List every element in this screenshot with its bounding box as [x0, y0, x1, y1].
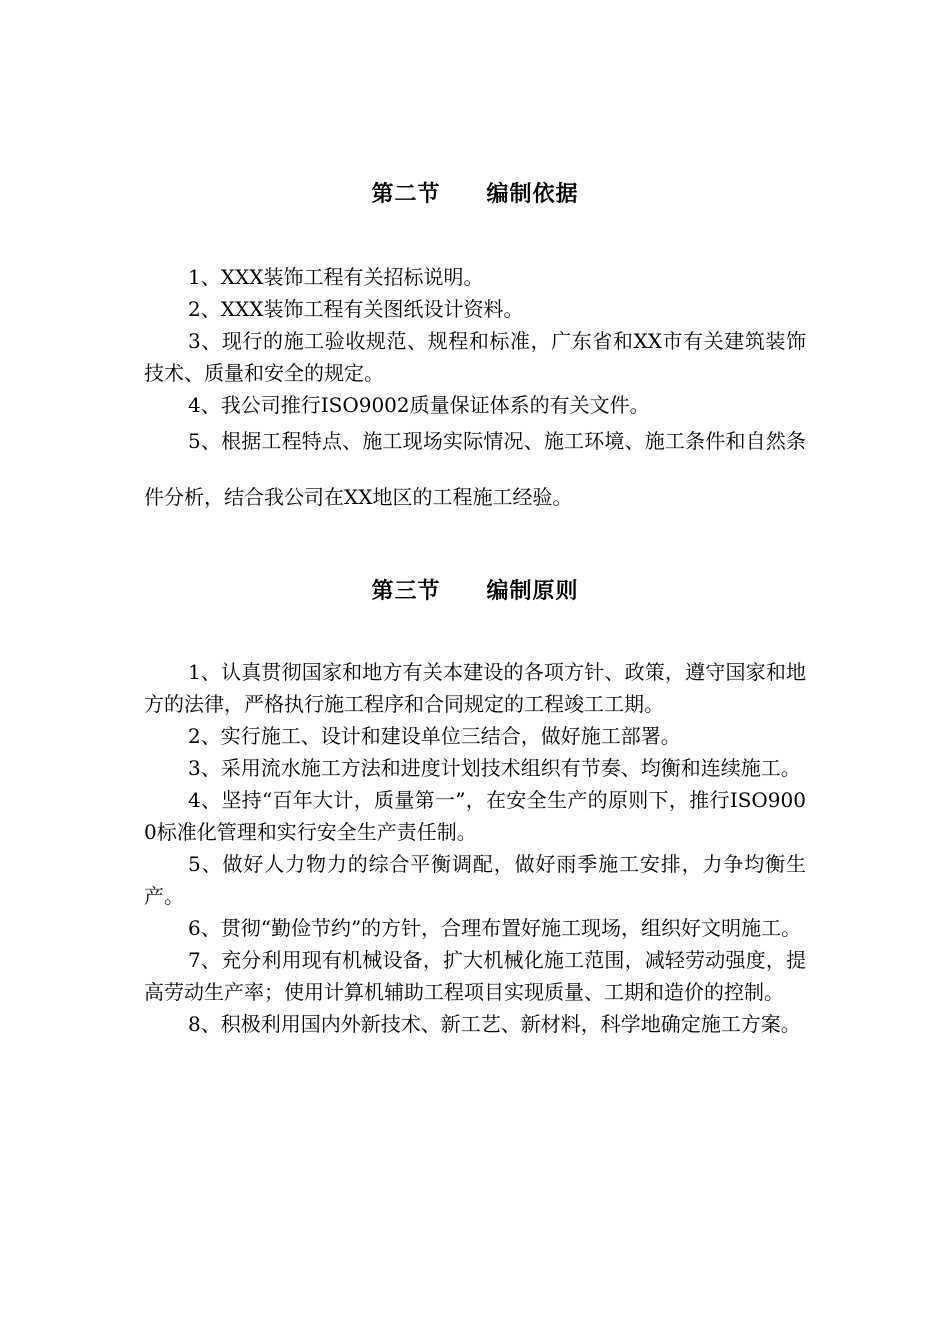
- basis-item-3: 3、现行的施工验收规范、规程和标准，广东省和XX市有关建筑装饰技术、质量和安全的规定。: [144, 329, 806, 385]
- principle-item-8: 8、积极利用国内外新技术、新工艺、新材料，科学地确定施工方案。: [188, 1012, 801, 1036]
- principle-item-7: 7、充分利用现有机械设备，扩大机械化施工范围，减轻劳动强度，提高劳动生产率；使用计算机辅助工程项目实现质量、工期和造价的控制。: [144, 948, 806, 1004]
- section-heading-basis: 第二节 编制依据: [371, 182, 579, 207]
- principle-item-2: 2、实行施工、设计和建设单位三结合，做好施工部署。: [188, 724, 681, 748]
- basis-item-2: 2、XXX装饰工程有关图纸设计资料。: [188, 297, 524, 321]
- basis-item-1: 1、XXX装饰工程有关招标说明。: [188, 265, 484, 289]
- principle-item-1: 1、认真贯彻国家和地方有关本建设的各项方针、政策，遵守国家和地方的法律，严格执行施工程序和合同规定的工程竣工工期。: [144, 660, 806, 716]
- basis-item-4: 4、我公司推行ISO9002质量保证体系的有关文件。: [188, 393, 650, 417]
- principle-item-3: 3、采用流水施工方法和进度计划技术组织有节奏、均衡和连续施工。: [188, 756, 801, 780]
- basis-item-5: 5、根据工程特点、施工现场实际情况、施工环境、施工条件和自然条件分析，结合我公司在XX地区的工程施工经验。: [144, 429, 806, 509]
- principle-item-4: 4、坚持“百年大计，质量第一”，在安全生产的原则下，推行ISO9000标准化管理和实行安全生产责任制。: [144, 788, 806, 844]
- principles-list: [144, 656, 806, 1040]
- principle-item-6: 6、贯彻“勤俭节约”的方针，合理布置好施工现场，组织好文明施工。: [188, 916, 802, 940]
- basis-list: [144, 261, 806, 525]
- section-heading-principles: 第三节 编制原则: [371, 579, 579, 604]
- principle-item-5: 5、做好人力物力的综合平衡调配，做好雨季施工安排，力争均衡生产。: [144, 852, 806, 908]
